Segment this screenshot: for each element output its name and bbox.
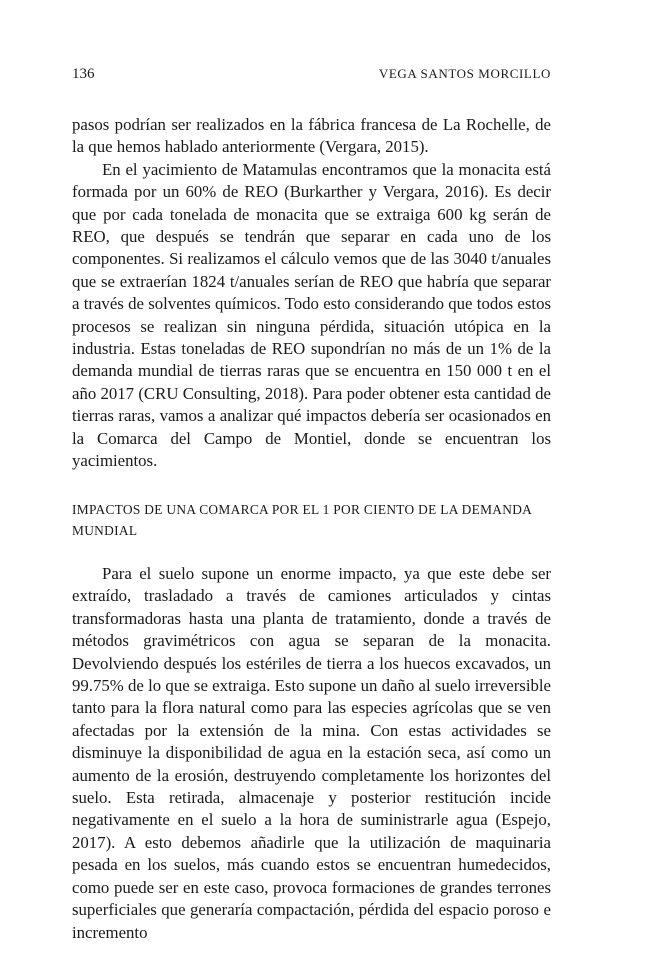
- running-header: [72, 64, 551, 84]
- paragraph-soil-impact: Para el suelo supone un enorme impacto, ya que este debe ser extraído, trasladado a través de camiones articulados y cintas transformadoras hasta una planta de tratamiento, donde a través de métodos gravimétricos con agua se separan de la monacita. Devolviendo después los estériles de tierra a los huecos excavados, un 99.75% de lo que se extraiga. Esto supone un daño al suelo irreversible tanto para la flora natural como para las especies agrícolas que se ven afectadas por la extensión de la mina. Con estas actividades se disminuye la disponibilidad de agua en la estación seca, así como un aumento de la erosión, destruyendo completamente los horizontes del suelo. Esta retirada, almacenaje y posterior restitución incide negativamente en el suelo a la hora de suministrarle agua (Espejo, 2017). A esto debemos añadirle que la utilización de maquinaria pesada en los suelos, más cuando estos se encuentran humedecidos, como puede ser en este caso, provoca formaciones de grandes terrones superficiales que generaría compactación, pérdida del espacio poroso e incremento: [72, 564, 551, 942]
- body-text-lower: [72, 563, 551, 944]
- section-heading: IMPACTOS DE UNA COMARCA POR EL 1 POR CIENTO DE LA DEMANDA MUNDIAL: [72, 502, 532, 538]
- paragraph-matamulas: En el yacimiento de Matamulas encontramos que la monacita está formada por un 60% de REO (Burkarther y Vergara, 2016). Es decir que por cada tonelada de monacita que se extraiga 600 kg serán de REO, que después se tendrán que separar en cada uno de los componentes. Si realizamos el cálculo vemos que de las 3040 t/anuales que se extraerían 1824 t/anuales serían de REO que habría que separar a través de solventes químicos. Todo esto considerando que todos estos procesos se realizan sin ninguna pérdida, situación utópica en la industria. Estas toneladas de REO supondrían no más de un 1% de la demanda mundial de tierras raras que se encuentra en 150 000 t en el año 2017 (CRU Consulting, 2018). Para poder obtener esta cantidad de tierras raras, vamos a analizar qué impactos debería ser ocasionados en la Comarca del Campo de Montiel, donde se encuentran los yacimientos.: [72, 159, 551, 471]
- body-text-upper: [72, 114, 551, 473]
- paragraph-continuation: pasos podrían ser realizados en la fábrica francesa de La Rochelle, de la que hemos hablado anteriormente (Vergara, 2015).: [72, 115, 551, 157]
- running-title: VEGA SANTOS MORCILLO: [378, 66, 551, 81]
- page-number: 136: [72, 66, 95, 82]
